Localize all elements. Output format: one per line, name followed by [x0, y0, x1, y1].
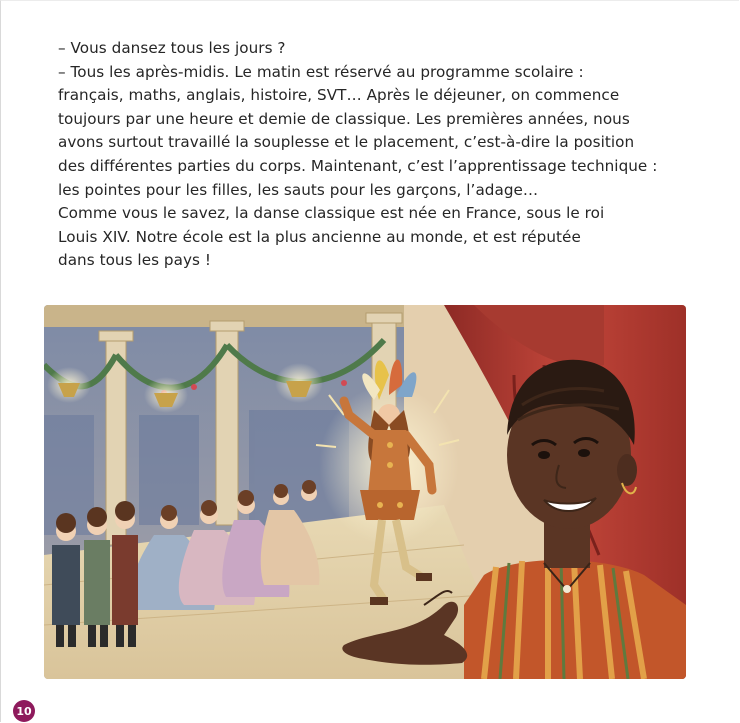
body-text — [58, 37, 688, 273]
ballet-illustration — [44, 305, 686, 679]
text-line: Louis XIV. Notre école est la plus ancienne au monde, et est réputée — [58, 227, 581, 246]
text-line: les pointes pour les filles, les sauts pour les garçons, l’adage… — [58, 180, 539, 199]
text-line: toujours par une heure et demie de classique. Les premières années, nous — [58, 109, 630, 128]
page-number-badge — [13, 700, 35, 722]
text-line: des différentes parties du corps. Maintenant, c’est l’apprentissage technique : — [58, 156, 658, 175]
text-line: – Tous les après-midis. Le matin est réservé au programme scolaire : — [58, 62, 584, 81]
page-number: 10 — [16, 704, 32, 718]
text-line: Comme vous le savez, la danse classique est née en France, sous le roi — [58, 204, 605, 223]
text-line: dans tous les pays ! — [58, 251, 211, 270]
text-line: avons surtout travaillé la souplesse et le placement, c’est-à-dire la position — [58, 133, 635, 152]
text-line: français, maths, anglais, histoire, SVT… Après le déjeuner, on commence — [58, 86, 620, 105]
text-line: – Vous dansez tous les jours ? — [58, 39, 286, 57]
